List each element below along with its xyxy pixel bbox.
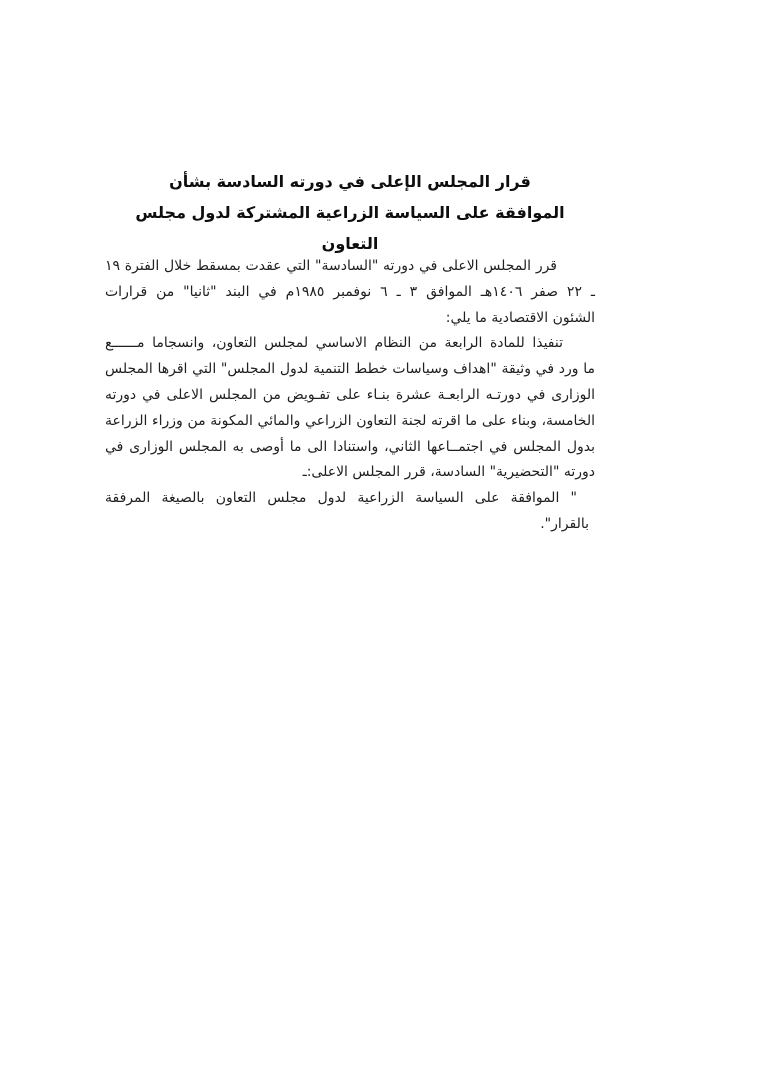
paragraph-legal-basis	[105, 331, 595, 486]
paragraph-session-preamble	[105, 254, 595, 331]
paragraph-decision	[105, 486, 595, 538]
title-line-1: قرار المجلس الإعلى في دورته السادسة بشأن	[169, 172, 531, 191]
text-line: قرر المجلس الاعلى في دورته "السادسة" التي عقدت بمسقط خلال الفترة ١٩	[105, 258, 557, 274]
document-title	[105, 166, 595, 259]
text-line: الخامسة، وبناء على ما اقرته لجنة التعاون الزراعي والمائي المكونة من وزراء الزراعة	[105, 412, 595, 429]
resolution-body	[105, 254, 595, 538]
text-line: " الموافقة على السياسة الزراعية لدول مجلس التعاون بالصيغة المرفقة	[105, 490, 577, 507]
text-line: الوزارى في دورتـه الرابعـة عشرة بنـاء على تفـويض من المجلس الاعلى في دورته	[105, 386, 595, 403]
text-line: ما ورد في وثيقة "اهداف وسياسات خطط التنمية لدول المجلس" التي اقرها المجلس	[105, 361, 595, 378]
text-line: بدول المجلس في اجتمــاعها الثاني، واستنادا الى ما أوصى به المجلس الوزارى في	[105, 438, 595, 455]
text-line: دورته "التحضيرية" السادسة، قرر المجلس الاعلى:ـ	[302, 464, 595, 481]
text-line: بالقرار".	[540, 515, 589, 532]
title-line-2: الموافقة على السياسة الزراعية المشتركة لدول مجلس التعاون	[135, 203, 565, 253]
text-line: تنفيذا للمادة الرابعة من النظام الاساسي لمجلس التعاون، وانسجاما مــــــع	[105, 335, 563, 352]
text-line: ـ ٢٢ صفر ١٤٠٦هـ الموافق ٣ ـ ٦ نوفمبر ١٩٨٥م في البند "ثانيا" من قرارات	[105, 283, 595, 300]
text-line: الشئون الاقتصادية ما يلي:	[445, 309, 595, 326]
